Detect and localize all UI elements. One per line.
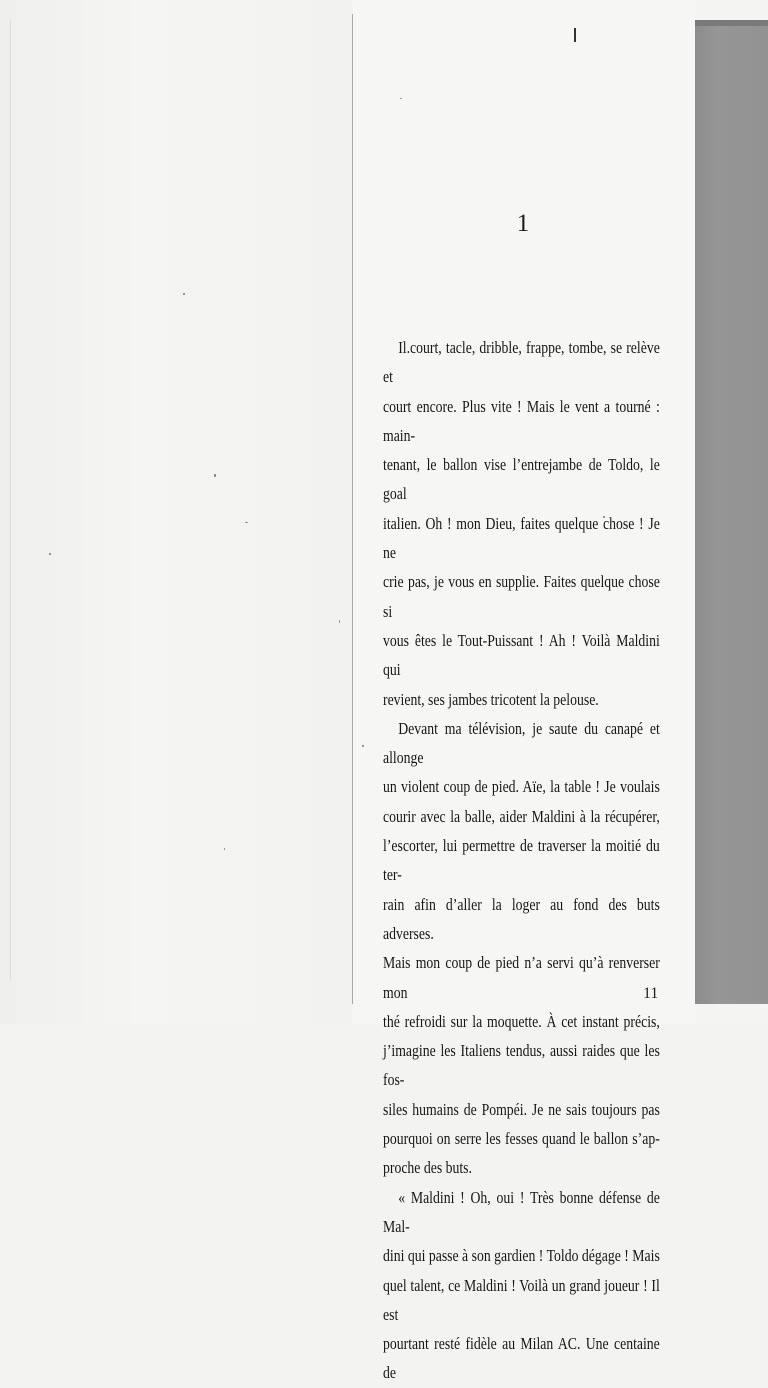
page-edge-shadow-top [695,20,768,26]
chapter-number: 1 [516,210,530,237]
text-line: j’imagine les Italiens tendus, aussi raides que les fos- [383,1041,660,1090]
text-line: Il.court, tacle, dribble, frappe, tombe, se relève et [383,338,660,387]
text-line: tenant, le ballon vise l’entrejambe de Toldo, le goal [383,455,660,504]
left-page-edge [10,20,11,980]
scan-speck [214,474,216,477]
left-blank-page [0,0,352,1024]
text-line: revient, ses jambes tricotent la pelouse. [383,689,599,709]
text-line: « Maldini ! Oh, oui ! Très bonne défense de Mal- [383,1187,660,1236]
text-line: quel talent, ce Maldini ! Voilà un grand joueur ! Il est [383,1275,660,1324]
scan-speck [245,522,248,523]
text-line: pourquoi on serre les fesses quand le ballon s’ap- [383,1129,660,1149]
text-line: rain afin d’aller la loger au fond des buts adverses. [383,894,660,943]
scan-speck [49,553,51,555]
text-line: thé refroidi sur la moquette. À cet instant précis, [383,1011,660,1031]
scan-speck [224,848,225,850]
scan-speck [339,620,340,623]
text-line: courir avec la balle, aider Maldini à la récupérer, [383,806,660,826]
text-line: vous êtes le Tout-Puissant ! Ah ! Voilà Maldini qui [383,630,660,680]
scan-speck [400,98,402,99]
scan-speck [362,745,364,747]
page-number: 11 [643,985,659,1002]
text-line: pourtant resté fidèle au Milan AC. Une centaine de [383,1334,660,1383]
text-line: un violent coup de pied. Aïe, la table ! Je voulais [383,777,660,797]
text-line: Mais mon coup de pied n’a servi qu’à renverser mon [383,953,660,1002]
text-line: crie pas, je vous en supplie. Faites quelque chose si [383,572,660,621]
text-line: dini qui passe à son gardien ! Toldo dégage ! Mais [383,1246,660,1266]
text-line: siles humains de Pompéi. Je ne sais toujours pas [383,1099,660,1119]
text-line: court encore. Plus vite ! Mais le vent a tourné : main- [383,396,660,445]
page-edge-shadow [695,20,768,1004]
text-line: Devant ma télévision, je saute du canapé et allonge [383,718,660,768]
text-line: proche des buts. [383,1158,472,1178]
text-line: italien. Oh ! mon Dieu, faites quelque chose ! Je ne [383,513,660,563]
text-line: l’escorter, lui permettre de traverser la moitié du ter- [383,836,660,885]
scan-speck [183,293,185,295]
scan-mark [574,28,576,42]
